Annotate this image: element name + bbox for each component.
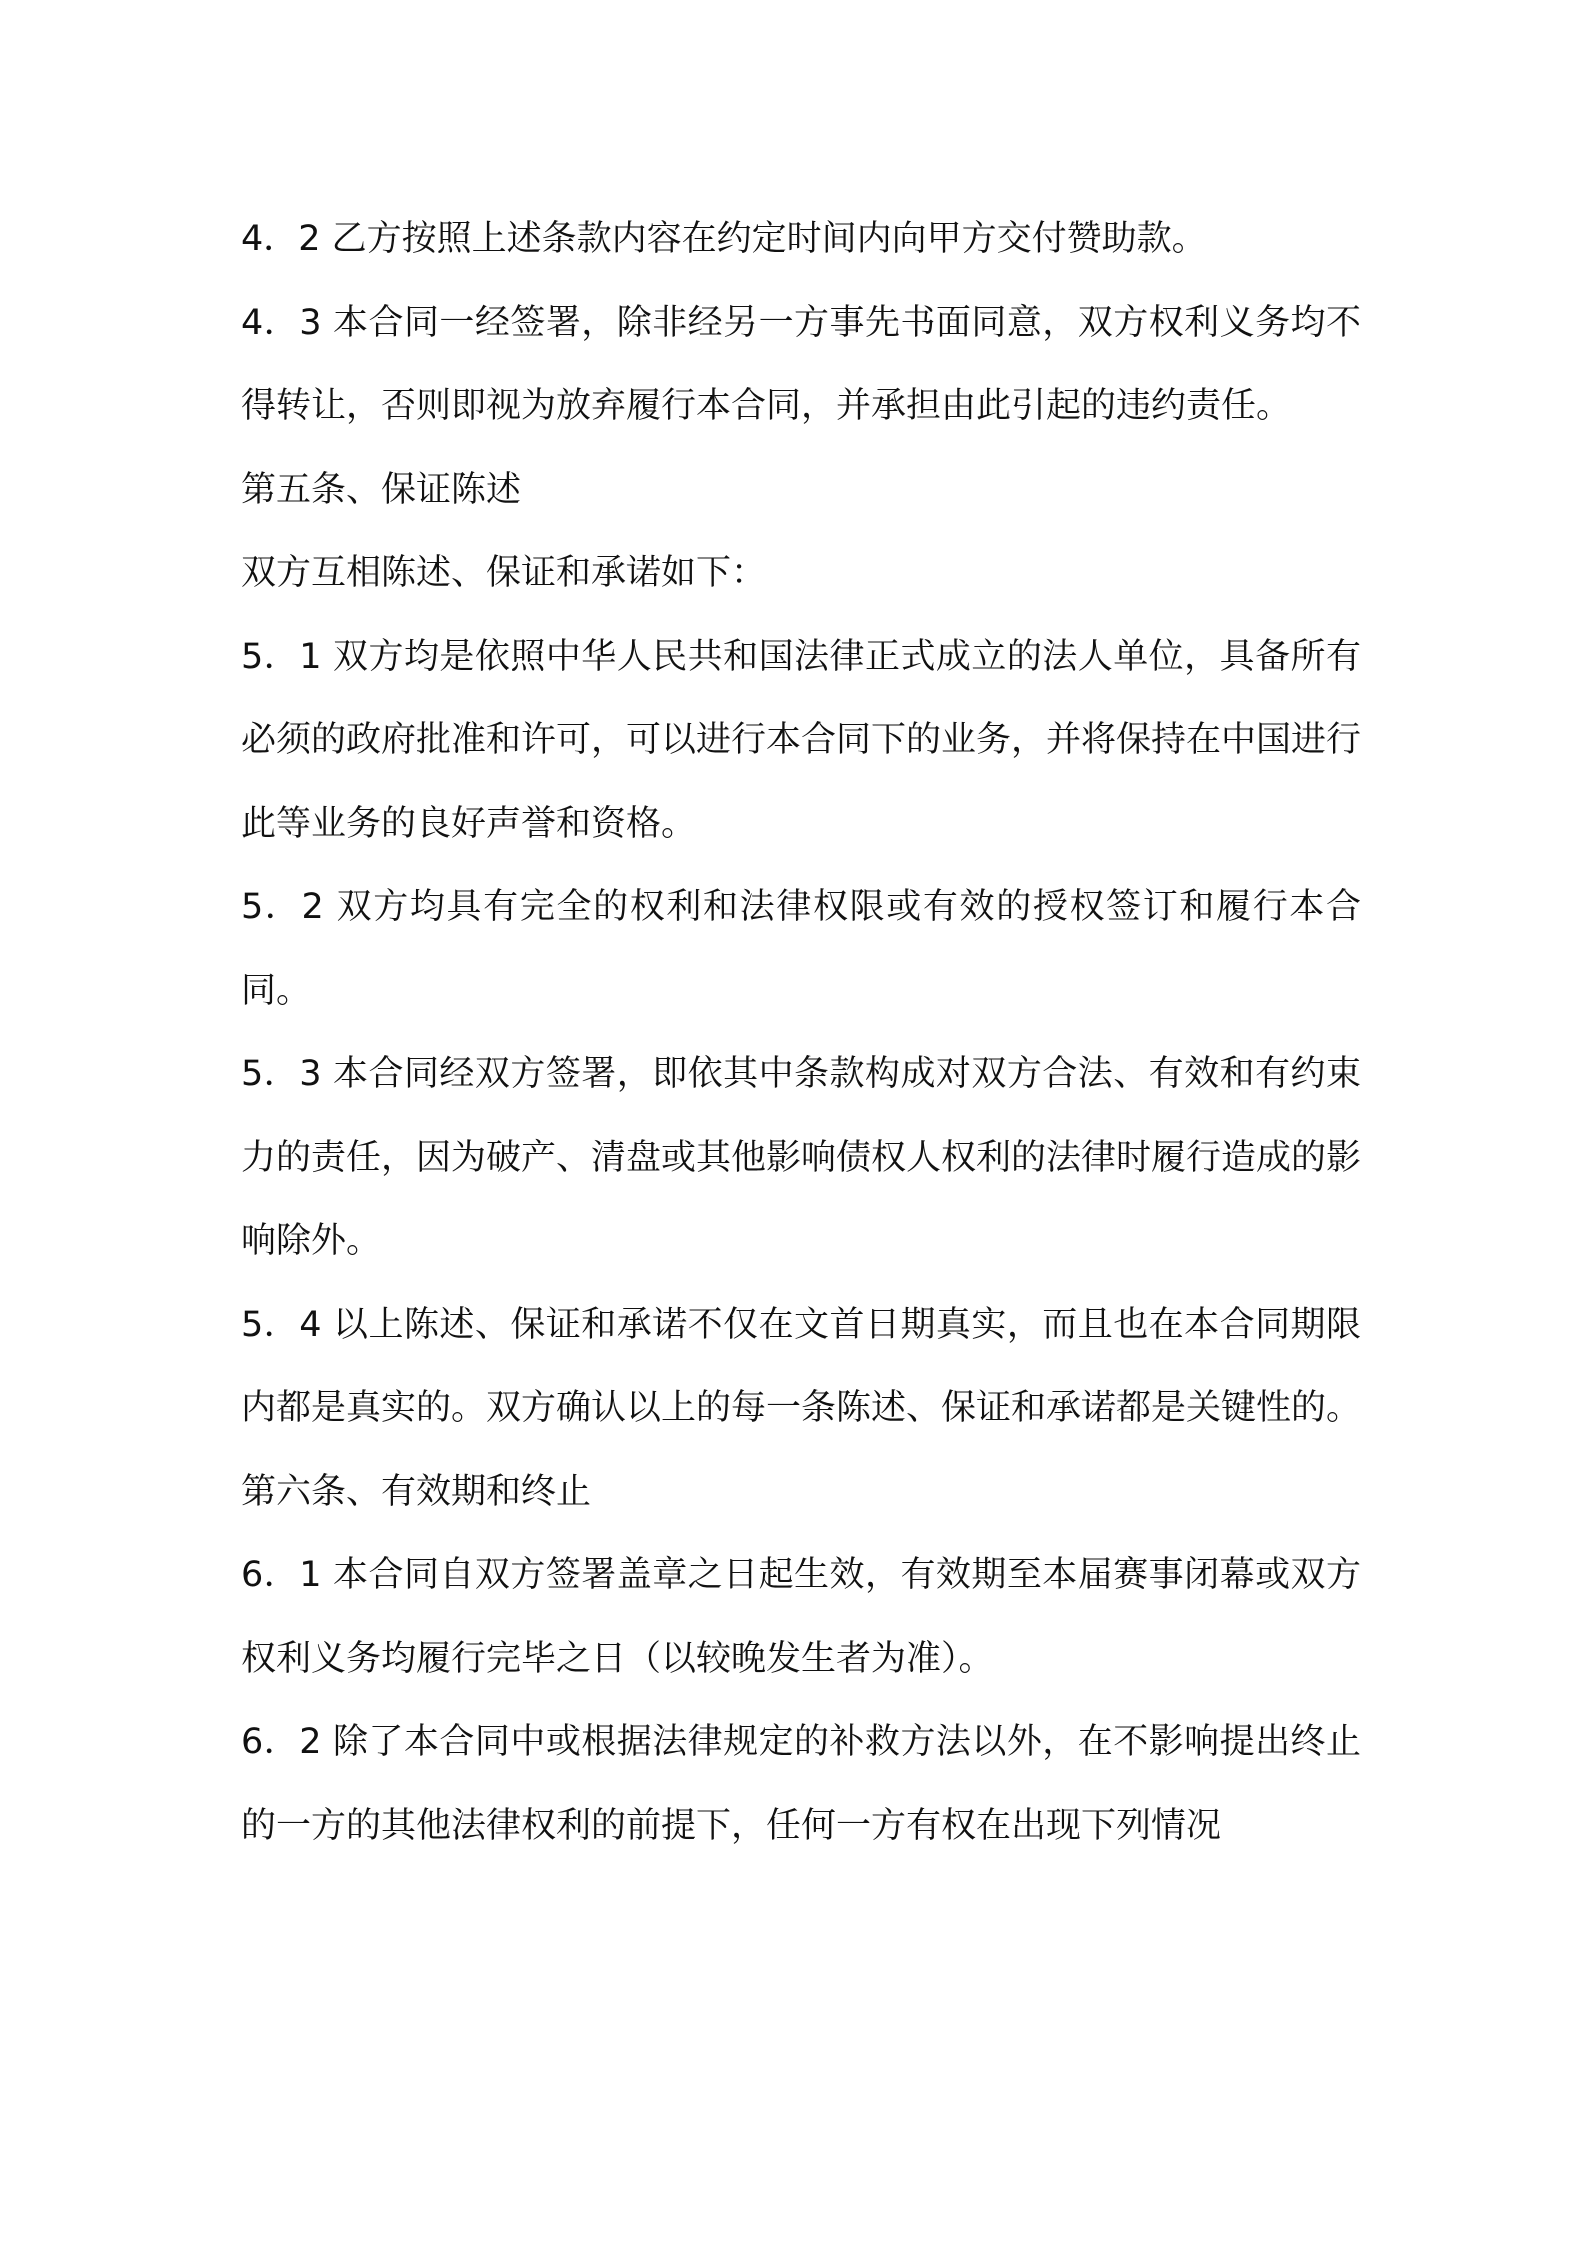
article-5-intro: 双方互相陈述、保证和承诺如下： (241, 553, 767, 593)
contract-body (241, 198, 1361, 1868)
clause-5-1: 5．1 双方均是依照中华人民共和国法律正式成立的法人单位，具备所有必须的政府批准和许可，可以进行本合同下的业务，并将保持在中国进行此等业务的良好声誉和资格。 (241, 636, 1362, 844)
clause-6-1: 6．1 本合同自双方签署盖章之日起生效，有效期至本届赛事闭幕或双方权利义务均履行完毕之日（以较晚发生者为准）。 (241, 1555, 1361, 1679)
article-5-heading: 第五条、保证陈述 (241, 469, 522, 510)
clause-4-3: 4．3 本合同一经签署，除非经另一方事先书面同意，双方权利义务均不得转让，否则即视为放弃履行本合同，并承担由此引起的违约责任。 (241, 302, 1361, 426)
article-6-heading: 第六条、有效期和终止 (241, 1471, 592, 1512)
clause-6-2: 6．2 除了本合同中或根据法律规定的补救方法以外，在不影响提出终止的一方的其他法律权利的前提下，任何一方有权在出现下列情况 (241, 1722, 1361, 1846)
clause-5-4: 5．4 以上陈述、保证和承诺不仅在文首日期真实，而且也在本合同期限内都是真实的。双方确认以上的每一条陈述、保证和承诺都是关键性的。 (241, 1304, 1362, 1428)
clause-5-3: 5．3 本合同经双方签署，即依其中条款构成对双方合法、有效和有约束力的责任，因为破产、清盘或其他影响债权人权利的法律时履行造成的影响除外。 (241, 1054, 1362, 1261)
clause-5-2: 5．2 双方均具有完全的权利和法律权限或有效的授权签订和履行本合同。 (241, 887, 1361, 1011)
clause-4-2: 4．2 乙方按照上述条款内容在约定时间内向甲方交付赞助款。 (241, 219, 1207, 259)
